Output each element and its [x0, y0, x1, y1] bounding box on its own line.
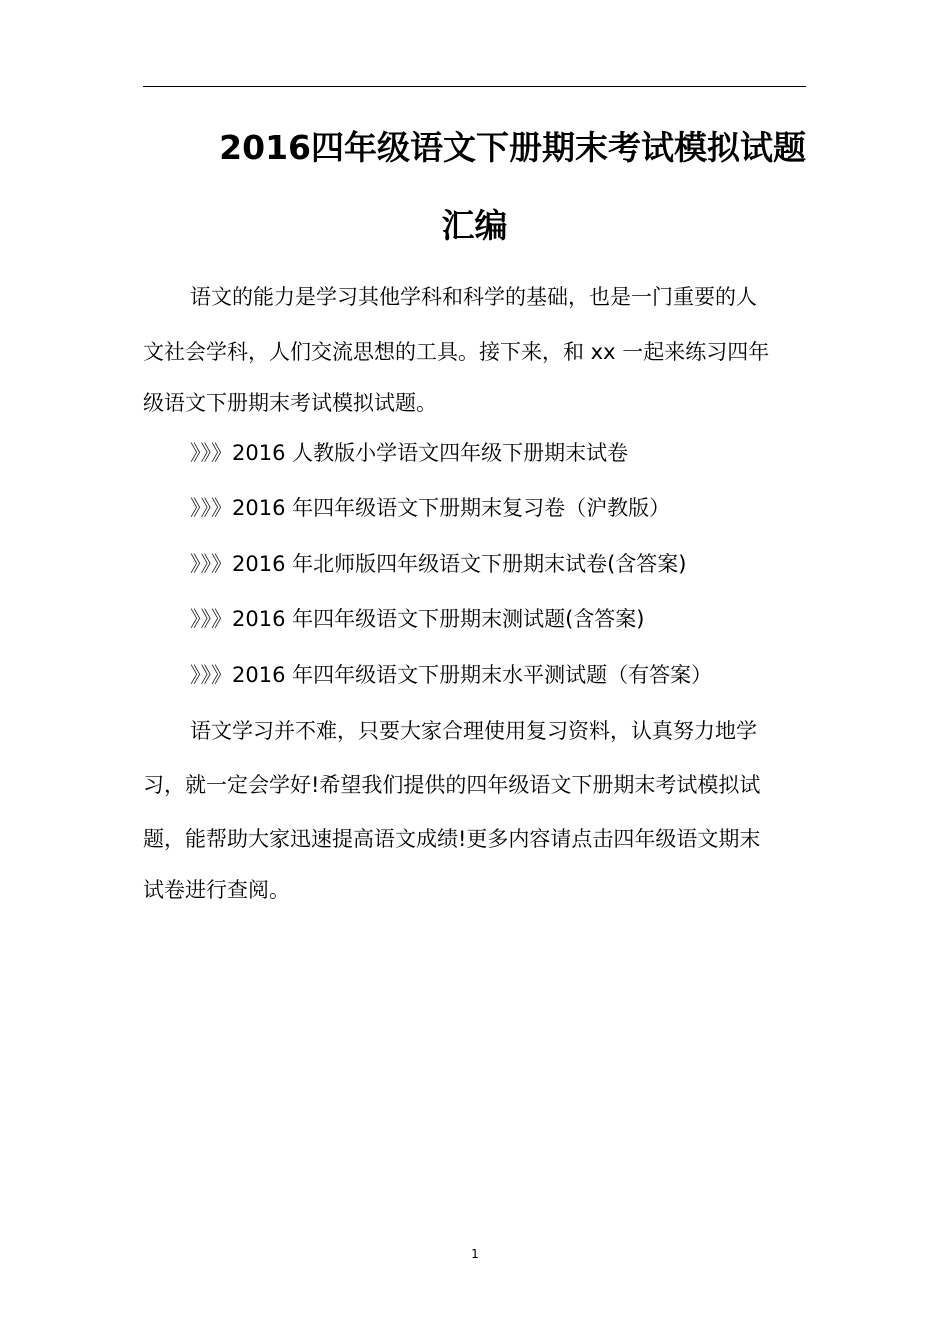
page-title-line-1: 2016四年级语文下册期末考试模拟试题 [219, 128, 806, 167]
closing-line-1: 语文学习并不难，只要大家合理使用复习资料，认真努力地学 [190, 719, 757, 743]
closing-line-2: 习，就一定会学好!希望我们提供的四年级语文下册期末考试模拟试 [143, 773, 761, 797]
header-rule [143, 86, 806, 87]
closing-line-4: 试卷进行查阅。 [143, 878, 290, 902]
intro-line-3: 级语文下册期末考试模拟试题。 [143, 391, 437, 415]
intro-line-2: 文社会学科，人们交流思想的工具。接下来，和 xx 一起来练习四年 [143, 340, 770, 364]
article-link-3[interactable]: 》》》2016 年北师版四年级语文下册期末试卷(含答案) [190, 552, 687, 576]
page-title-line-2: 汇编 [441, 206, 508, 245]
page-number: 1 [471, 1247, 479, 1261]
intro-line-1: 语文的能力是学习其他学科和科学的基础，也是一门重要的人 [190, 285, 757, 309]
article-link-4[interactable]: 》》》2016 年四年级语文下册期末测试题(含答案) [190, 607, 645, 631]
article-link-2[interactable]: 》》》2016 年四年级语文下册期末复习卷（沪教版） [190, 496, 671, 520]
article-link-1[interactable]: 》》》2016 人教版小学语文四年级下册期末试卷 [190, 441, 629, 465]
closing-line-3: 题，能帮助大家迅速提高语文成绩!更多内容请点击四年级语文期末 [143, 827, 761, 851]
article-link-5[interactable]: 》》》2016 年四年级语文下册期末水平测试题（有答案） [190, 663, 713, 687]
